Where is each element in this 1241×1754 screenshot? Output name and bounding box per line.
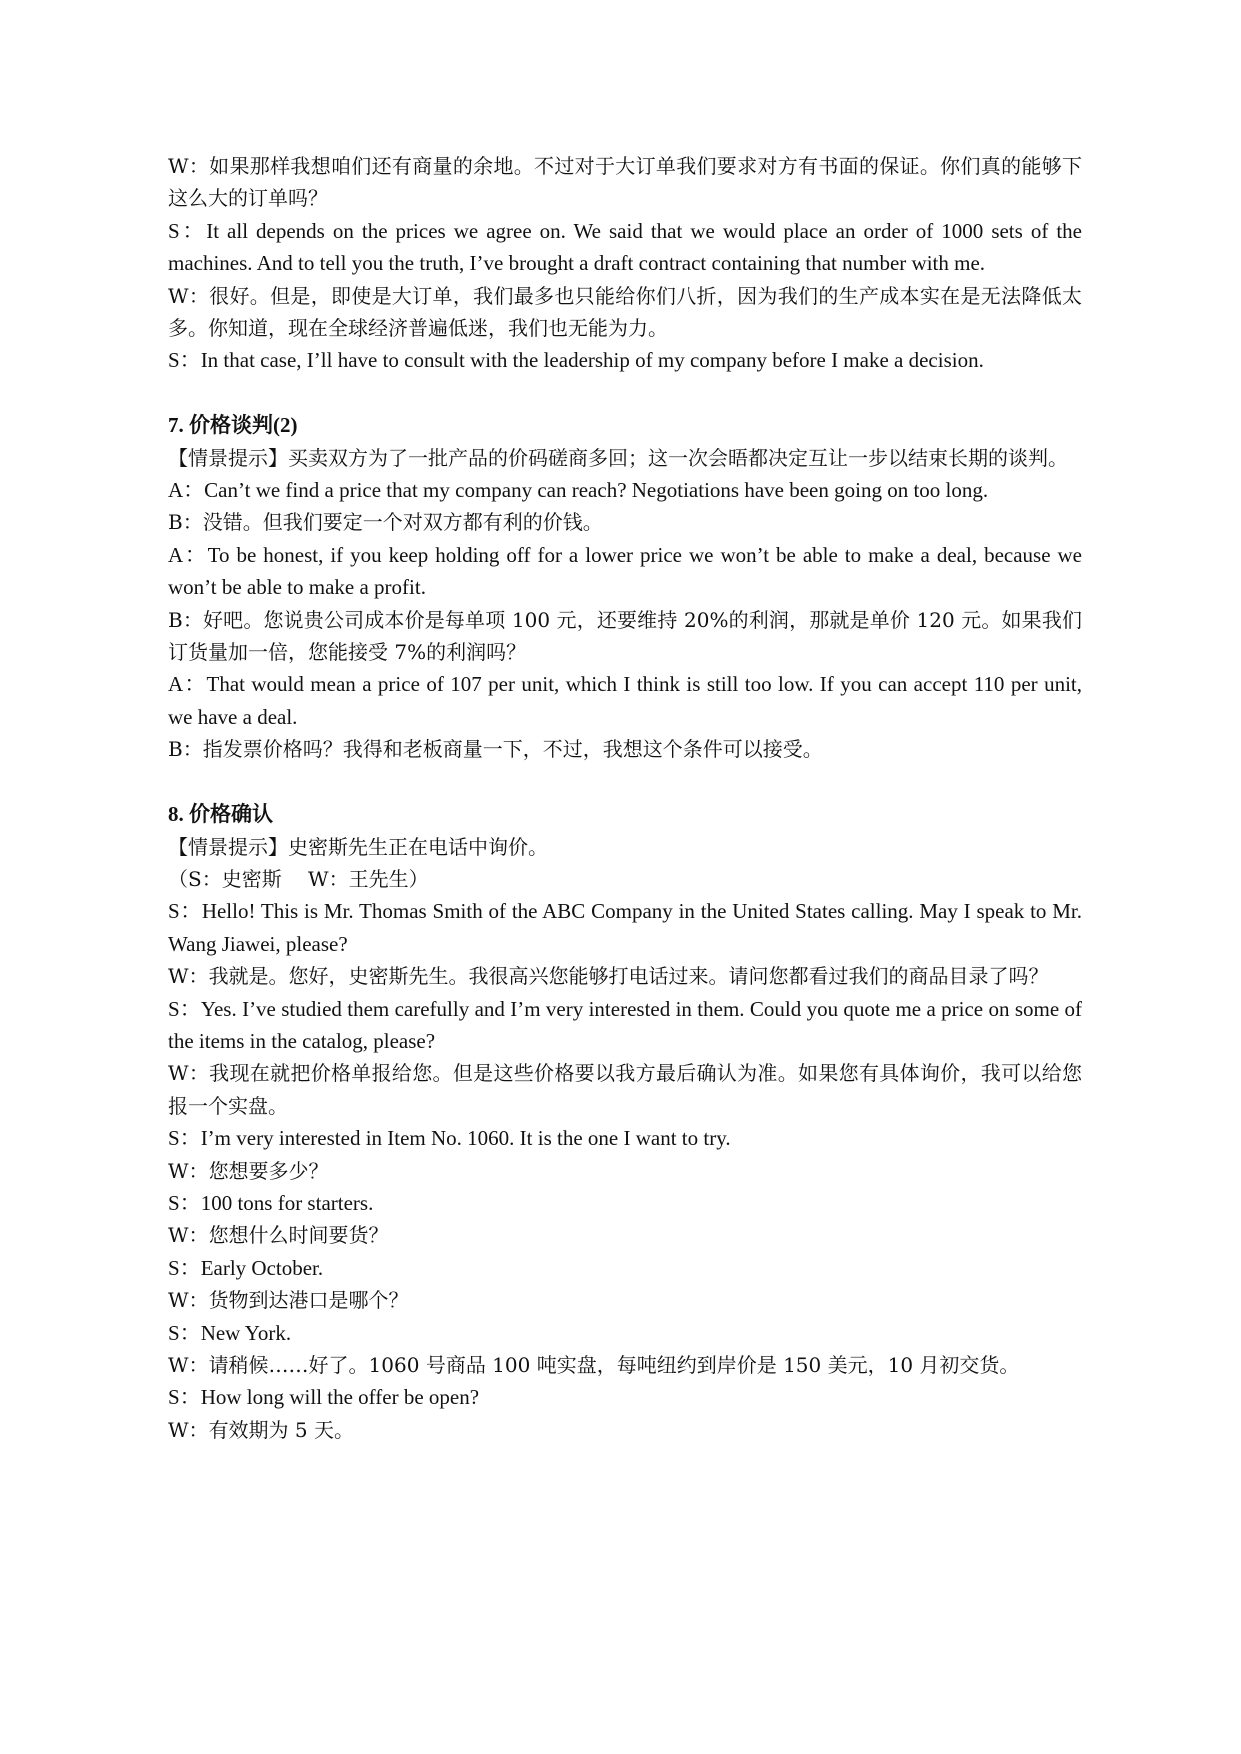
speaker-label: W： (168, 1353, 209, 1377)
dialogue-text: Can’t we find a price that my company can reach? Negotiations have been going on too long. (204, 478, 989, 503)
dialogue-line (168, 895, 1082, 960)
dialogue-text: 指发票价格吗？我得和老板商量一下，不过，我想这个条件可以接受。 (202, 737, 823, 762)
dialogue-text: To be honest, if you keep holding off for a lower price we won’t be able to make a deal, because we won’t be able to make a profit. (168, 542, 1082, 600)
speaker-label: W： (168, 1061, 210, 1086)
dialogue-text: That would mean a price of 107 per unit, which I think is still too low. If you can accept 110 per unit, we have a deal. (168, 672, 1082, 729)
dialogue-text: 100 tons for starters. (200, 1190, 374, 1215)
dialogue-line (168, 1317, 1082, 1349)
dialogue-text: 我现在就把价格单报给您。但是这些价格要以我方最后确认为准。如果您有具体询价，我可以给您报一个实盘。 (168, 1061, 1082, 1118)
speaker-label: A： (168, 542, 208, 567)
speaker-label: B： (168, 510, 203, 535)
roles-note: （S：史密斯 W：王先生） (168, 866, 429, 891)
section-spacer (168, 766, 1082, 798)
dialogue-line (168, 1252, 1082, 1284)
dialogue-text: It all depends on the prices we agree on. We said that we would place an order of 1000 sets of the machines. And to tell you the truth, I’ve brought a draft contract containing that number with me. (168, 218, 1082, 276)
dialogue-line (168, 960, 1082, 992)
speaker-label: S： (168, 1126, 201, 1151)
dialogue-text: In that case, I’ll have to consult with the leadership of my company before I make a decision. (200, 348, 984, 373)
speaker-label: S： (168, 218, 207, 243)
dialogue-line (168, 1155, 1082, 1187)
dialogue-line (168, 506, 1082, 538)
dialogue-line (168, 604, 1082, 669)
speaker-label: W： (168, 1158, 209, 1183)
dialogue-text: 我就是。您好，史密斯先生。我很高兴您能够打电话过来。请问您都看过我们的商品目录了吗？ (208, 964, 1049, 989)
dialogue-text: I’m very interested in Item No. 1060. It is the one I want to try. (200, 1126, 731, 1151)
dialogue-text: New York. (200, 1320, 292, 1345)
speaker-label: W： (168, 964, 209, 989)
dialogue-text: Early October. (200, 1255, 324, 1280)
dialogue-line (168, 474, 1082, 506)
dialogue-line (168, 733, 1082, 765)
speaker-label: W： (168, 1288, 209, 1313)
section-top-dialogue (168, 150, 1082, 377)
speaker-label: W： (168, 1417, 209, 1442)
dialogue-text: 好吧。您说贵公司成本价是每单项 100 元，还要维持 20%的利润，那就是单价 120 元。如果我们订货量加一倍，您能接受 7%的利润吗？ (168, 607, 1082, 665)
dialogue-line (168, 150, 1082, 215)
dialogue-line (168, 344, 1082, 376)
dialogue-text: Yes. I’ve studied them carefully and I’m very interested in them. Could you quote me a price on some of the items in the catalog, please? (168, 996, 1082, 1053)
dialogue-line (168, 993, 1082, 1058)
dialogue-line (168, 1284, 1082, 1316)
dialogue-line (168, 1381, 1082, 1413)
speaker-label: S： (168, 1385, 201, 1410)
section-heading: 7. 价格谈判(2) (168, 413, 298, 438)
dialogue-line (168, 1349, 1082, 1381)
dialogue-line (168, 280, 1082, 345)
speaker-label: S： (168, 1320, 201, 1345)
speaker-label: B： (168, 737, 203, 762)
dialogue-line (168, 539, 1082, 604)
scenario-hint: 【情景提示】史密斯先生正在电话中询价。 (168, 834, 548, 859)
dialogue-text: Hello! This is Mr. Thomas Smith of the ABC Company in the United States calling. May I speak to Mr. Wang Jiawei, please? (168, 899, 1082, 956)
speaker-label: B： (168, 607, 204, 632)
dialogue-text: 没错。但我们要定一个对双方都有利的价钱。 (202, 510, 603, 535)
dialogue-text: 如果那样我想咱们还有商量的余地。不过对于大订单我们要求对方有书面的保证。你们真的能够下这么大的订单吗？ (168, 154, 1082, 211)
section-7 (168, 409, 1082, 765)
dialogue-line (168, 668, 1082, 733)
dialogue-line (168, 1187, 1082, 1219)
document-body (168, 150, 1082, 1446)
speaker-label: S： (168, 1190, 201, 1215)
section-8 (168, 798, 1082, 1446)
scenario-hint: 【情景提示】买卖双方为了一批产品的价码磋商多回；这一次会晤都决定互让一步以结束长期的谈判。 (168, 445, 1068, 470)
speaker-label: W： (168, 154, 210, 178)
dialogue-text: 货物到达港口是哪个？ (208, 1288, 409, 1313)
dialogue-line (168, 1414, 1082, 1446)
speaker-label: S： (168, 348, 201, 373)
speaker-label: W： (168, 283, 210, 308)
speaker-label: S： (168, 1255, 201, 1280)
section-heading: 8. 价格确认 (168, 802, 273, 827)
dialogue-line (168, 1057, 1082, 1122)
dialogue-text: 很好。但是，即使是大订单，我们最多也只能给你们八折，因为我们的生产成本实在是无法降低太多。你知道，现在全球经济普遍低迷，我们也无能为力。 (168, 283, 1082, 341)
speaker-label: A： (168, 672, 207, 697)
dialogue-text: 您想要多少？ (208, 1158, 329, 1183)
speaker-label: S： (168, 996, 201, 1021)
dialogue-text: 有效期为 5 天。 (208, 1417, 355, 1442)
dialogue-line (168, 1122, 1082, 1154)
speaker-label: A： (168, 478, 205, 503)
speaker-label: S： (168, 899, 202, 924)
speaker-label: W： (168, 1223, 209, 1248)
dialogue-text: How long will the offer be open? (200, 1385, 480, 1410)
dialogue-text: 您想什么时间要货？ (208, 1223, 389, 1248)
dialogue-text: 请稍候……好了。1060 号商品 100 吨实盘，每吨纽约到岸价是 150 美元，10 月初交货。 (208, 1353, 1020, 1377)
section-spacer (168, 377, 1082, 409)
dialogue-line (168, 215, 1082, 280)
dialogue-line (168, 1219, 1082, 1251)
